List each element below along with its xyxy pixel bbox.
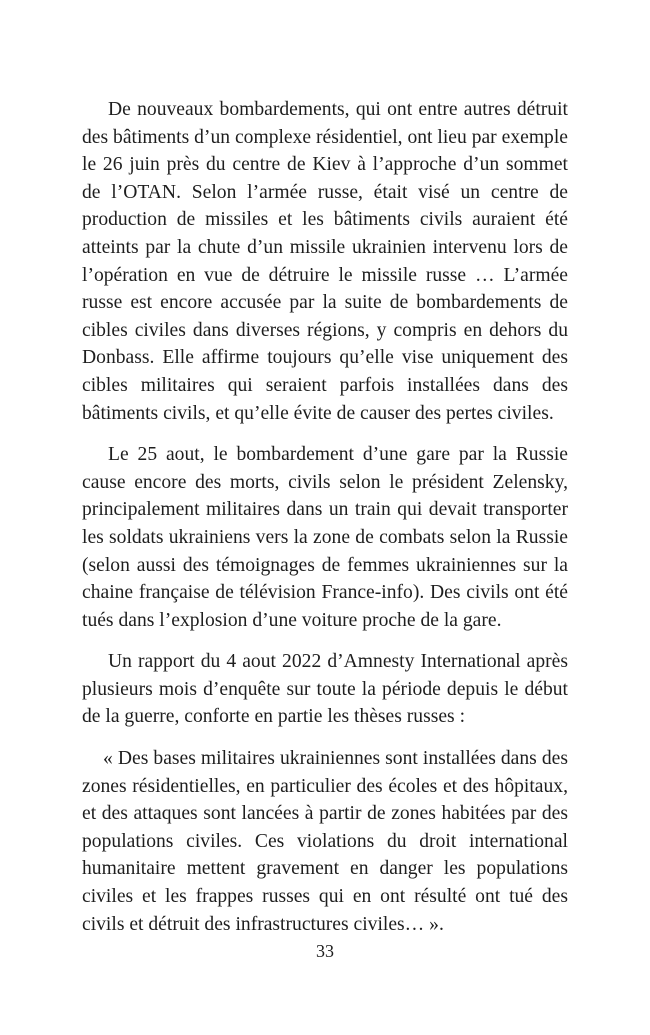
block-quote-amnesty: « Des bases militaires ukrainiennes sont installées dans des zones résidentielles, en particulier des écoles et des hôpitaux, et des attaques sont lancées à partir de zones habitées par des populations civiles. Ces violations du droit international humanitaire mettent gravement en danger les populations civiles et les frappes russes qui en ont résulté ont tué des civils et détruit des infrastructures civiles… ».	[82, 748, 568, 935]
page-body	[82, 96, 568, 938]
paragraph-rapport-amnesty: Un rapport du 4 aout 2022 d’Amnesty International après plusieurs mois d’enquête sur toute la période depuis le début de la guerre, conforte en partie les thèses russes :	[82, 651, 568, 728]
page-number: 33	[316, 941, 334, 961]
paragraph-bombardements-kiev: De nouveaux bombardements, qui ont entre autres détruit des bâtiments d’un complexe résidentiel, ont lieu par exemple le 26 juin près du centre de Kiev à l’approche d’un sommet de l’OTAN. Selon l’armée russe, était visé un centre de production de missiles et les bâtiments civils auraient été atteints par la chute d’un missile ukrainien intervenu lors de l’opération en vue de détruire le missile russe … L’armée russe est encore accusée par la suite de bombardements de cibles civiles dans diverses régions, y compris en dehors du Donbass. Elle affirme toujours qu’elle vise uniquement des cibles militaires qui seraient parfois installées dans des bâtiments civils, et qu’elle évite de causer des pertes civiles.	[82, 99, 568, 424]
paragraph-gare-25-aout: Le 25 aout, le bombardement d’une gare par la Russie cause encore des morts, civils selon le président Zelensky, principalement militaires dans un train qui devait transporter les soldats ukrainiens vers la zone de combats selon la Russie (selon aussi des témoignages de femmes ukrainiennes sur la chaine française de télévision France-info). Des civils ont été tués dans l’explosion d’une voiture proche de la gare.	[82, 444, 568, 631]
